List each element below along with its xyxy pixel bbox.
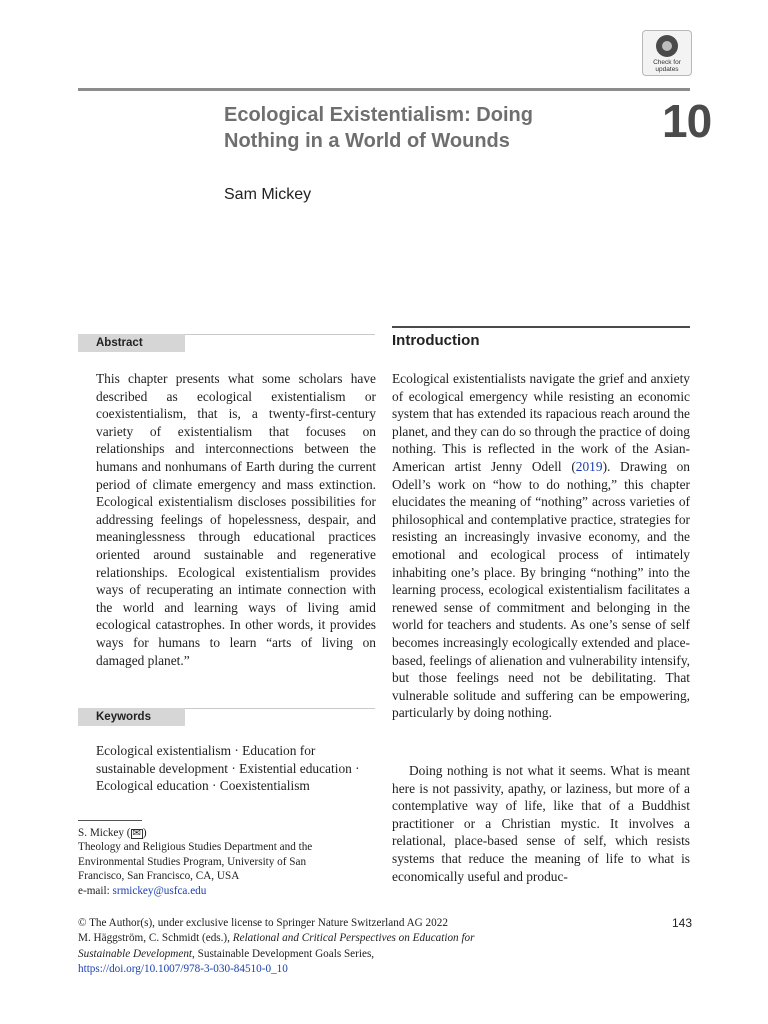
affiliation-email: e-mail: srmickey@usfca.edu bbox=[78, 884, 207, 897]
chapter-number: 10 bbox=[662, 95, 712, 147]
keywords-label: Keywords bbox=[78, 708, 185, 726]
affiliation-line3: Francisco, San Francisco, CA, USA bbox=[78, 870, 240, 883]
copyright-line: © The Author(s), under exclusive license to Springer Nature Switzerland AG 2022 bbox=[78, 917, 448, 929]
introduction-p1-after: ). Drawing on Odell’s work on “how to do nothing,” this chapter elucidates the meaning of “nothing” across varieties of philosophical and contemplative practice, strategies for resisting an increasingly invasive economy, and the emotional and ecological process of intimately inhabiting one’s place. By bringing “nothing” into the learning process, ecological existentialism facilitates a renewed sense of commitment and belonging in the world for teachers and students. As one’s sense of self becomes increasingly ecologically extended and place-based, feelings of alienation and vulnerability intensify, but those feelings need not be debilitating. That vulnerable solitude and suffering can be empowering, particularly by doing nothing. bbox=[392, 458, 690, 721]
affiliation-name: S. Mickey ( ✉ ) bbox=[78, 827, 147, 839]
citation-link[interactable]: 2019 bbox=[575, 458, 603, 474]
book-citation-line2: Sustainable Development, Sustainable Development Goals Series, bbox=[78, 947, 375, 960]
introduction-heading: Introduction bbox=[392, 332, 480, 349]
footnote-divider bbox=[78, 820, 142, 821]
chapter-title bbox=[224, 102, 624, 154]
check-for-updates-icon bbox=[656, 35, 678, 57]
envelope-icon: ✉ bbox=[132, 828, 141, 839]
chapter-title-line2: Nothing in a World of Wounds bbox=[224, 130, 510, 152]
page-number: 143 bbox=[672, 916, 693, 930]
affiliation-line2: Environmental Studies Program, University of San bbox=[78, 855, 307, 868]
keywords-text: Ecological existentialism · Education for sustainable development · Existential education · Ecological education · Coexistentialism bbox=[96, 743, 360, 794]
author-name: Sam Mickey bbox=[224, 186, 312, 203]
check-for-updates-text: Check for updates bbox=[653, 59, 681, 73]
email-link[interactable]: srmickey@usfca.edu bbox=[112, 884, 207, 897]
introduction-divider bbox=[392, 326, 690, 328]
chapter-title-line1: Ecological Existentialism: Doing bbox=[224, 104, 533, 126]
book-citation-line1: M. Häggström, C. Schmidt (eds.), Relational and Critical Perspectives on Education for bbox=[78, 932, 475, 945]
doi-link[interactable]: https://doi.org/10.1007/978-3-030-84510-0_10 bbox=[78, 963, 288, 976]
copyright-footer bbox=[78, 916, 598, 978]
abstract-label: Abstract bbox=[78, 334, 185, 352]
author-affiliation bbox=[78, 826, 378, 898]
introduction-paragraph-1 bbox=[392, 370, 690, 722]
introduction-p1-before: Ecological existentialists navigate the grief and anxiety of ecological emergency while resisting an economic system that has extended its rapacious reach around the planet, and they can do so through the practice of doing nothing. This is reflected in the work of the Asian-American artist Jenny Odell ( bbox=[392, 371, 690, 474]
abstract-text: This chapter presents what some scholars have described as ecological existentialism or coexistentialism, that is, a twenty-first-century variety of existentialism that focuses on relationships and interconnections between the humans and nonhumans of Earth during the current period of climate emergency and mass extinction. Ecological existentialism discloses possibilities for addressing feelings of hopelessness, despair, and meaninglessness through educational practices oriented around sustainable and regenerative relationships. Ecological existentialism provides ways of recuperating an intimate connection with the world and learning ways of living amid ecological catastrophes. In other words, it provides ways for humans to learn “arts of living on damaged planet.” bbox=[96, 371, 376, 668]
affiliation-line1: Theology and Religious Studies Department and the bbox=[78, 841, 313, 854]
top-divider bbox=[78, 88, 690, 91]
check-for-updates-badge[interactable] bbox=[642, 30, 692, 76]
introduction-paragraph-2: Doing nothing is not what it seems. What is meant here is not passivity, apathy, or laziness, but more of a contemplative way of life, like that of a Buddhist practitioner or a Christian mystic. It involves a relational, place-based sense of self, which resists systems that reduce the meaning of life to what is economically useful and produc- bbox=[392, 763, 690, 884]
